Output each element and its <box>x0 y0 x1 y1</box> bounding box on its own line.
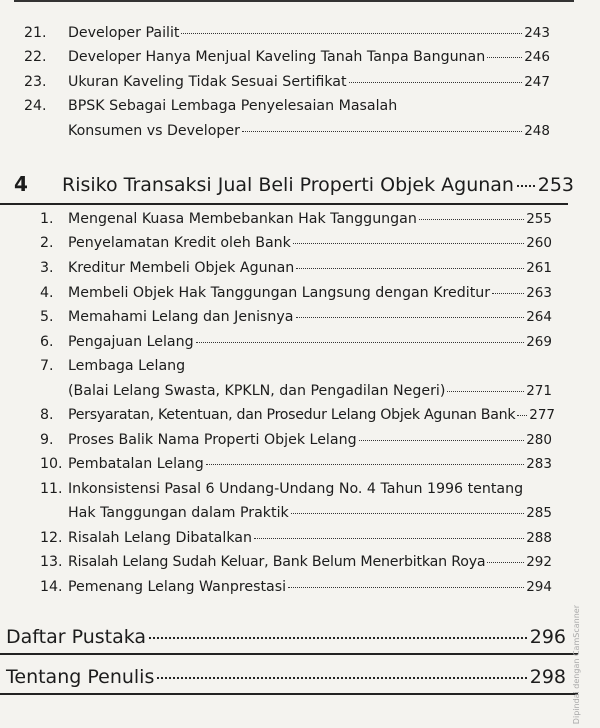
back-matter-page: 296 <box>529 626 566 648</box>
toc-entry-first-line <box>24 97 397 115</box>
entry-title: Penyelamatan Kredit oleh Bank <box>68 235 291 251</box>
entry-number: 14. <box>40 579 63 595</box>
leader-dots <box>296 268 524 269</box>
section-rule <box>0 653 578 655</box>
toc-entry <box>24 48 550 66</box>
leader-dots <box>296 317 525 318</box>
entry-page: 264 <box>526 309 552 325</box>
chapter-title: Risiko Transaksi Jual Beli Properti Objek Agunan <box>62 174 514 196</box>
entry-title: Kreditur Membeli Objek Agunan <box>68 260 295 276</box>
leader-dots <box>359 440 525 441</box>
entry-title: Persyaratan, Ketentuan, dan Prosedur Lelang Objek Agunan Bank <box>68 407 516 423</box>
leader-dots <box>242 131 522 132</box>
entry-number: 2. <box>40 235 54 251</box>
leader-dots <box>349 82 523 83</box>
leader-dots <box>254 538 524 539</box>
entry-page: 246 <box>524 49 550 65</box>
entry-page: 271 <box>526 383 552 399</box>
toc-entry <box>40 259 552 277</box>
entry-title: Pemenang Lelang Wanprestasi <box>68 579 287 595</box>
back-matter-page: 298 <box>529 666 566 688</box>
entry-title: Risalah Lelang Dibatalkan <box>68 530 252 546</box>
entry-page: 283 <box>526 456 552 472</box>
back-matter-entry <box>6 666 566 688</box>
leader-dots <box>157 677 526 679</box>
entry-number: 9. <box>40 432 54 448</box>
toc-entry <box>24 73 550 91</box>
leader-dots <box>288 587 524 588</box>
leader-dots <box>517 185 535 187</box>
entry-number: 8. <box>40 407 54 423</box>
entry-title: Lembaga Lelang <box>68 358 186 374</box>
toc-entry <box>40 333 552 351</box>
leader-dots <box>196 342 525 343</box>
chapter-page: 253 <box>537 174 574 196</box>
entry-number: 5. <box>40 309 54 325</box>
toc-entry <box>40 210 552 228</box>
entry-number: 21. <box>24 25 47 41</box>
entry-page: 261 <box>526 260 552 276</box>
entry-title-continued: Hak Tanggungan dalam Praktik <box>68 505 289 521</box>
entry-number: 4. <box>40 285 54 301</box>
entry-title: Developer Hanya Menjual Kaveling Tanah Tanpa Bangunan <box>68 49 486 65</box>
entry-page: 263 <box>526 285 552 301</box>
chapter-number: 4 <box>14 172 28 196</box>
entry-page: 285 <box>526 505 552 521</box>
leader-dots <box>293 243 524 244</box>
leader-dots <box>419 219 524 220</box>
entry-number: 23. <box>24 74 47 90</box>
entry-page: 255 <box>526 211 552 227</box>
toc-entry <box>24 24 550 42</box>
entry-number: 1. <box>40 211 54 227</box>
toc-entry <box>68 122 550 140</box>
entry-title: Proses Balik Nama Properti Objek Lelang <box>68 432 357 448</box>
leader-dots <box>492 293 524 294</box>
toc-entry <box>40 431 552 449</box>
leader-dots <box>206 464 525 465</box>
toc-entry <box>40 578 552 596</box>
toc-entry <box>40 553 552 571</box>
toc-entry <box>40 529 552 547</box>
leader-dots <box>291 513 524 514</box>
toc-entry <box>68 504 552 522</box>
leader-dots <box>149 637 527 639</box>
entry-number: 13. <box>40 554 63 570</box>
chapter-heading <box>14 172 574 196</box>
toc-entry <box>40 234 552 252</box>
back-matter-entry <box>6 626 566 648</box>
toc-entry <box>40 284 552 302</box>
top-rule <box>14 0 574 2</box>
leader-dots <box>447 391 524 392</box>
entry-page: 277 <box>529 407 556 423</box>
entry-page: 288 <box>526 530 552 546</box>
chapter-rule <box>0 203 568 205</box>
toc-entry <box>40 406 556 424</box>
entry-page: 243 <box>524 25 550 41</box>
entry-title: Pengajuan Lelang <box>68 334 194 350</box>
entry-title: Membeli Objek Hak Tanggungan Langsung dengan Kreditur <box>68 285 491 301</box>
entry-number: 11. <box>40 481 63 497</box>
back-matter-title: Tentang Penulis <box>6 666 155 688</box>
entry-title: Memahami Lelang dan Jenisnya <box>68 309 294 325</box>
toc-entry-first-line <box>40 480 523 498</box>
section-rule <box>0 693 578 695</box>
entry-title: Risalah Lelang Sudah Keluar, Bank Belum Menerbitkan Roya <box>68 554 486 570</box>
leader-dots <box>487 562 524 563</box>
entry-title: Inkonsistensi Pasal 6 Undang-Undang No. 4 Tahun 1996 tentang <box>68 481 524 497</box>
back-matter-title: Daftar Pustaka <box>6 626 147 648</box>
entry-number: 12. <box>40 530 63 546</box>
entry-title: Developer Pailit <box>68 25 180 41</box>
entry-number: 3. <box>40 260 54 276</box>
entry-number: 10. <box>40 456 63 472</box>
entry-number: 6. <box>40 334 54 350</box>
entry-title: BPSK Sebagai Lembaga Penyelesaian Masalah <box>68 98 398 114</box>
toc-entry <box>40 308 552 326</box>
scanner-watermark: Dipindai dengan CamScanner <box>572 605 581 725</box>
entry-number: 24. <box>24 98 47 114</box>
entry-title-continued: Konsumen vs Developer <box>68 123 240 139</box>
entry-page: 280 <box>526 432 552 448</box>
leader-dots <box>181 33 522 34</box>
entry-page: 269 <box>526 334 552 350</box>
entry-page: 294 <box>526 579 552 595</box>
entry-title: Pembatalan Lelang <box>68 456 204 472</box>
entry-title: Ukuran Kaveling Tidak Sesuai Sertifikat <box>68 74 347 90</box>
leader-dots <box>517 415 527 416</box>
entry-page: 248 <box>524 123 550 139</box>
toc-entry <box>68 382 552 400</box>
toc-entry <box>40 455 552 473</box>
toc-entry-first-line <box>40 357 185 375</box>
entry-page: 247 <box>524 74 550 90</box>
entry-page: 260 <box>526 235 552 251</box>
entry-number: 22. <box>24 49 47 65</box>
entry-number: 7. <box>40 358 54 374</box>
leader-dots <box>487 57 522 58</box>
entry-page: 292 <box>526 554 552 570</box>
entry-title: Mengenal Kuasa Membebankan Hak Tanggungan <box>68 211 417 227</box>
entry-title-continued: (Balai Lelang Swasta, KPKLN, dan Pengadilan Negeri) <box>68 383 446 399</box>
